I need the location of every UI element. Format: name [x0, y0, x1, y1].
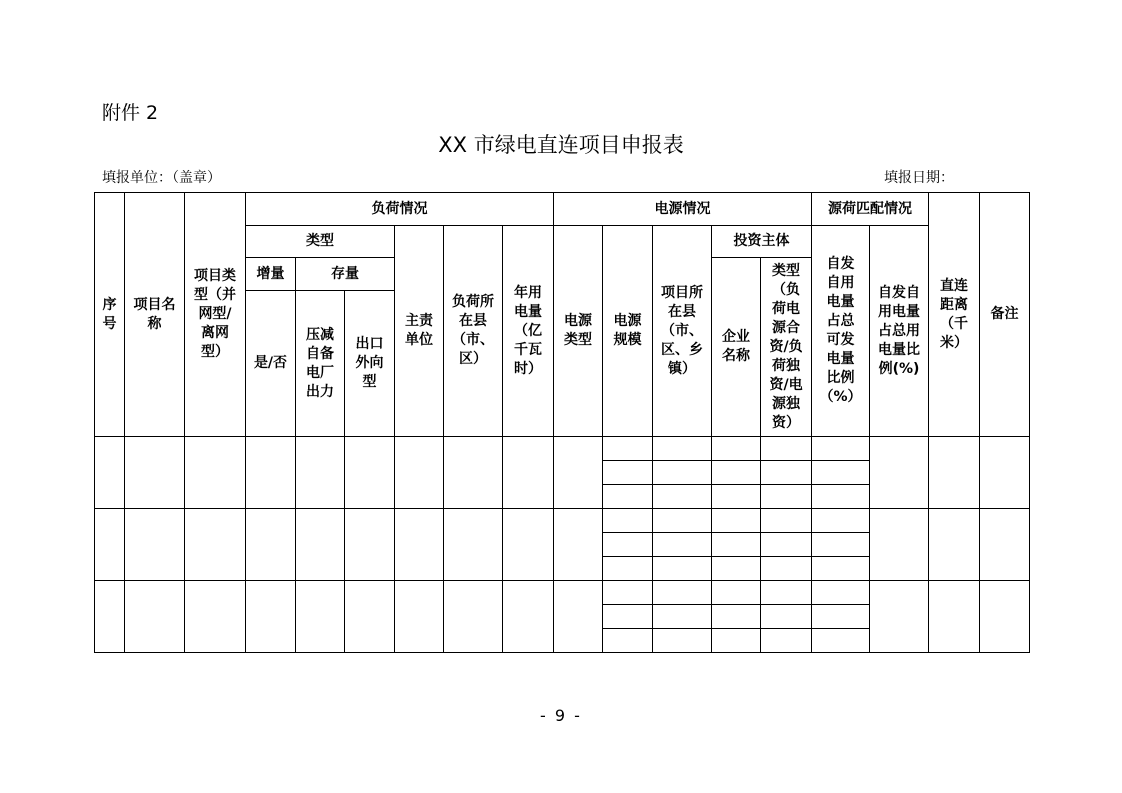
cell[interactable] [246, 437, 296, 509]
cell[interactable] [761, 557, 812, 581]
cell[interactable] [653, 605, 712, 629]
header-load-situation: 负荷情况 [246, 193, 554, 226]
cell[interactable] [185, 437, 246, 509]
cell[interactable] [812, 461, 870, 485]
cell[interactable] [712, 557, 761, 581]
header-load-county: 负荷所 在县 （市、 区） [444, 226, 503, 437]
cell[interactable] [395, 437, 444, 509]
cell[interactable] [712, 509, 761, 533]
cell[interactable] [395, 581, 444, 653]
cell[interactable] [444, 437, 503, 509]
cell[interactable] [296, 437, 345, 509]
cell[interactable] [185, 581, 246, 653]
cell[interactable] [929, 437, 980, 509]
header-project-county: 项目所 在县 （市、 区、乡 镇） [653, 226, 712, 437]
cell[interactable] [603, 581, 653, 605]
cell[interactable] [125, 509, 185, 581]
cell[interactable] [503, 437, 554, 509]
cell[interactable] [761, 629, 812, 653]
header-remarks: 备注 [980, 193, 1030, 437]
cell[interactable] [812, 485, 870, 509]
attachment-label: 附件 2 [102, 102, 159, 124]
cell[interactable] [603, 605, 653, 629]
cell[interactable] [653, 509, 712, 533]
cell[interactable] [761, 605, 812, 629]
cell[interactable] [980, 437, 1030, 509]
cell[interactable] [712, 461, 761, 485]
cell[interactable] [95, 581, 125, 653]
header-project-type: 项目类 型（并 网型/ 离网 型） [185, 193, 246, 437]
cell[interactable] [761, 581, 812, 605]
header-investor: 投资主体 [712, 226, 812, 258]
cell[interactable] [603, 485, 653, 509]
fill-unit-label: 填报单位：（盖章） [102, 170, 221, 186]
header-type: 类型 [246, 226, 395, 258]
header-project-name: 项目名 称 [125, 193, 185, 437]
table-row [95, 581, 1030, 605]
cell[interactable] [345, 581, 395, 653]
cell[interactable] [812, 629, 870, 653]
cell[interactable] [812, 437, 870, 461]
cell[interactable] [345, 509, 395, 581]
cell[interactable] [761, 461, 812, 485]
header-source-load-match: 源荷匹配情况 [812, 193, 929, 226]
cell[interactable] [980, 509, 1030, 581]
cell[interactable] [712, 437, 761, 461]
cell[interactable] [95, 509, 125, 581]
cell[interactable] [603, 557, 653, 581]
cell[interactable] [870, 437, 929, 509]
cell[interactable] [653, 557, 712, 581]
cell[interactable] [603, 629, 653, 653]
cell[interactable] [761, 485, 812, 509]
cell[interactable] [712, 629, 761, 653]
header-main-unit: 主责 单位 [395, 226, 444, 437]
header-power-type: 电源 类型 [554, 226, 603, 437]
cell[interactable] [554, 509, 603, 581]
cell[interactable] [929, 509, 980, 581]
header-company-name: 企业 名称 [712, 258, 761, 437]
cell[interactable] [246, 581, 296, 653]
header-power-situation: 电源情况 [554, 193, 812, 226]
cell[interactable] [653, 629, 712, 653]
cell[interactable] [812, 557, 870, 581]
cell[interactable] [345, 437, 395, 509]
cell[interactable] [296, 581, 345, 653]
cell[interactable] [554, 437, 603, 509]
cell[interactable] [761, 509, 812, 533]
header-distance: 直连 距离 （千 米） [929, 193, 980, 437]
cell[interactable] [712, 581, 761, 605]
header-reduce-self-plant: 压减 自备 电厂 出力 [296, 291, 345, 437]
cell[interactable] [603, 437, 653, 461]
header-existing: 存量 [296, 258, 395, 291]
cell[interactable] [712, 485, 761, 509]
cell[interactable] [95, 437, 125, 509]
cell[interactable] [395, 509, 444, 581]
header-investor-type: 类型 （负 荷电 源合 资/负 荷独 资/电 源独 资） [761, 258, 812, 437]
header-seq: 序 号 [95, 193, 125, 437]
page-number: - 9 - [540, 706, 582, 725]
header-self-use-ratio: 自发自 用电量 占总用 电量比 例(%) [870, 226, 929, 437]
cell[interactable] [761, 533, 812, 557]
cell[interactable] [929, 581, 980, 653]
cell[interactable] [980, 581, 1030, 653]
cell[interactable] [653, 533, 712, 557]
cell[interactable] [603, 509, 653, 533]
cell[interactable] [185, 509, 246, 581]
cell[interactable] [444, 581, 503, 653]
table-row [95, 437, 1030, 461]
cell[interactable] [246, 509, 296, 581]
cell[interactable] [125, 437, 185, 509]
cell[interactable] [712, 605, 761, 629]
cell[interactable] [761, 437, 812, 461]
header-yes-no: 是/否 [246, 291, 296, 437]
cell[interactable] [870, 581, 929, 653]
cell[interactable] [503, 581, 554, 653]
cell[interactable] [125, 581, 185, 653]
table-row [95, 509, 1030, 533]
form-title: XX 市绿电直连项目申报表 [438, 133, 684, 157]
header-power-scale: 电源 规模 [603, 226, 653, 437]
cell[interactable] [296, 509, 345, 581]
cell[interactable] [503, 509, 554, 581]
header-self-gen-ratio: 自发 自用 电量 占总 可发 电量 比例 （%） [812, 226, 870, 437]
cell[interactable] [712, 533, 761, 557]
cell[interactable] [653, 461, 712, 485]
header-annual-consumption: 年用 电量 （亿 千瓦 时） [503, 226, 554, 437]
cell[interactable] [653, 485, 712, 509]
cell[interactable] [812, 533, 870, 557]
cell[interactable] [812, 509, 870, 533]
cell[interactable] [812, 581, 870, 605]
cell[interactable] [603, 533, 653, 557]
cell[interactable] [653, 581, 712, 605]
fill-date-label: 填报日期： [884, 170, 954, 186]
application-table [94, 192, 1030, 653]
cell[interactable] [870, 509, 929, 581]
cell[interactable] [444, 509, 503, 581]
header-export-type: 出口 外向 型 [345, 291, 395, 437]
header-increment: 增量 [246, 258, 296, 291]
cell[interactable] [653, 437, 712, 461]
cell[interactable] [812, 605, 870, 629]
cell[interactable] [603, 461, 653, 485]
cell[interactable] [554, 581, 603, 653]
